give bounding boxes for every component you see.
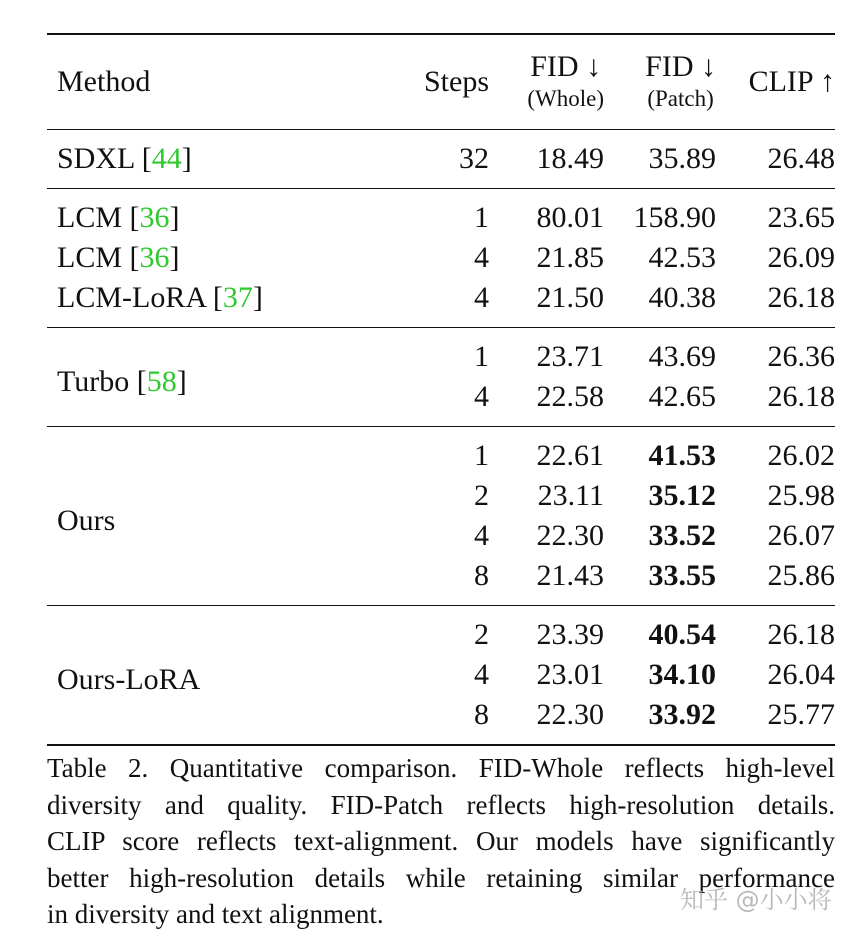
method-cell: LCM [36] xyxy=(57,241,180,274)
table-body xyxy=(47,130,835,746)
clip-cell: 25.86 xyxy=(767,559,835,592)
caption-line: CLIP score reflects text-alignment. Our models have significantly xyxy=(47,826,835,856)
steps-cell: 1 xyxy=(474,201,489,234)
clip-cell: 26.18 xyxy=(767,380,835,413)
steps-cell: 1 xyxy=(474,340,489,373)
quantitative-comparison-table xyxy=(47,33,835,746)
citation-link[interactable]: 36 xyxy=(139,201,170,234)
header-method: Method xyxy=(57,65,151,98)
header-fid-whole xyxy=(489,34,604,130)
fid-patch-cell: 40.54 xyxy=(648,618,716,651)
fid-whole-cell: 22.30 xyxy=(536,698,604,731)
fid-whole-cell: 21.43 xyxy=(536,559,604,592)
citation-link[interactable]: 44 xyxy=(151,142,182,175)
header-fid-whole-sub: (Whole) xyxy=(527,86,604,112)
fid-whole-cell: 21.85 xyxy=(536,241,604,274)
table-row xyxy=(47,189,835,239)
steps-cell: 4 xyxy=(474,519,489,552)
caption-line: diversity and quality. FID-Patch reflects high-resolution details. xyxy=(47,789,835,820)
fid-patch-cell: 40.38 xyxy=(648,281,716,314)
method-label: Turbo xyxy=(57,364,137,398)
fid-patch-cell: 33.55 xyxy=(648,559,716,592)
method-label: LCM xyxy=(57,201,130,234)
fid-whole-cell: 22.58 xyxy=(536,380,604,413)
header-fid-patch-main: FID ↓ xyxy=(645,49,716,83)
method-label: LCM xyxy=(57,241,130,274)
header-fid-patch xyxy=(604,34,716,130)
method-cell: SDXL [44] xyxy=(57,142,192,175)
fid-whole-cell: 80.01 xyxy=(536,201,604,234)
caption-line: better high-resolution details while retaining similar performance xyxy=(47,862,835,893)
fid-patch-cell: 33.52 xyxy=(648,519,716,552)
method-cell: LCM-LoRA [37] xyxy=(57,281,263,314)
fid-patch-cell: 43.69 xyxy=(648,340,716,373)
clip-cell: 26.09 xyxy=(767,241,835,274)
fid-whole-cell: 21.50 xyxy=(536,281,604,314)
method-cell: Turbo [58] xyxy=(57,364,187,398)
fid-whole-cell: 23.11 xyxy=(537,479,604,512)
clip-cell: 23.65 xyxy=(767,201,835,234)
steps-cell: 4 xyxy=(474,658,489,691)
fid-patch-cell: 34.10 xyxy=(648,658,716,691)
fid-patch-cell: 42.65 xyxy=(648,380,716,413)
fid-patch-cell: 35.12 xyxy=(648,479,716,512)
fid-whole-cell: 23.01 xyxy=(536,658,604,691)
clip-cell: 26.18 xyxy=(767,281,835,314)
clip-cell: 25.77 xyxy=(767,698,835,731)
header-steps: Steps xyxy=(423,65,489,98)
clip-cell: 26.07 xyxy=(767,519,835,552)
clip-cell: 26.04 xyxy=(767,658,835,691)
steps-cell: 2 xyxy=(474,479,489,512)
steps-cell: 4 xyxy=(474,380,489,413)
method-label: LCM-LoRA xyxy=(57,281,213,314)
citation-link[interactable]: 58 xyxy=(146,364,177,398)
fid-patch-cell: 42.53 xyxy=(648,241,716,274)
fid-whole-cell: 22.61 xyxy=(536,439,604,472)
clip-cell: 26.36 xyxy=(767,340,835,373)
header-row xyxy=(47,34,835,130)
clip-cell: 26.02 xyxy=(767,439,835,472)
method-cell: Ours xyxy=(57,503,116,537)
fid-whole-cell: 23.39 xyxy=(536,618,604,651)
table-row xyxy=(47,427,835,477)
method-cell: LCM [36] xyxy=(57,201,180,234)
header-fid-patch-sub: (Patch) xyxy=(647,86,714,112)
header-fid-whole-main: FID ↓ xyxy=(530,49,602,83)
steps-cell: 1 xyxy=(474,439,489,472)
steps-cell: 2 xyxy=(474,618,489,651)
results-table-container xyxy=(47,33,835,746)
citation-link[interactable]: 37 xyxy=(222,281,253,314)
fid-patch-cell: 158.90 xyxy=(633,201,716,234)
citation-link[interactable]: 36 xyxy=(139,241,170,274)
steps-cell: 32 xyxy=(459,142,489,175)
fid-whole-cell: 22.30 xyxy=(536,519,604,552)
table-row xyxy=(47,130,835,189)
caption-line: Table 2. Quantitative comparison. FID-Whole reflects high-level xyxy=(47,753,835,783)
steps-cell: 4 xyxy=(474,241,489,274)
method-label: SDXL xyxy=(57,142,142,175)
method-cell: Ours-LoRA xyxy=(57,662,201,696)
fid-patch-cell: 33.92 xyxy=(648,698,716,731)
table-row xyxy=(47,238,835,278)
fid-patch-cell: 35.89 xyxy=(648,142,716,175)
table-row xyxy=(47,278,835,328)
fid-patch-cell: 41.53 xyxy=(648,439,716,472)
steps-cell: 4 xyxy=(474,281,489,314)
clip-cell: 25.98 xyxy=(767,479,835,512)
clip-cell: 26.48 xyxy=(767,142,835,175)
table-row xyxy=(47,328,835,378)
table-row xyxy=(47,606,835,656)
fid-whole-cell: 18.49 xyxy=(536,142,604,175)
steps-cell: 8 xyxy=(474,698,489,731)
fid-whole-cell: 23.71 xyxy=(536,340,604,373)
caption-line: in diversity and text alignment. xyxy=(47,899,384,929)
steps-cell: 8 xyxy=(474,559,489,592)
clip-cell: 26.18 xyxy=(767,618,835,651)
header-clip: CLIP ↑ xyxy=(748,65,835,98)
watermark: 知乎 @小小将 xyxy=(680,886,832,914)
